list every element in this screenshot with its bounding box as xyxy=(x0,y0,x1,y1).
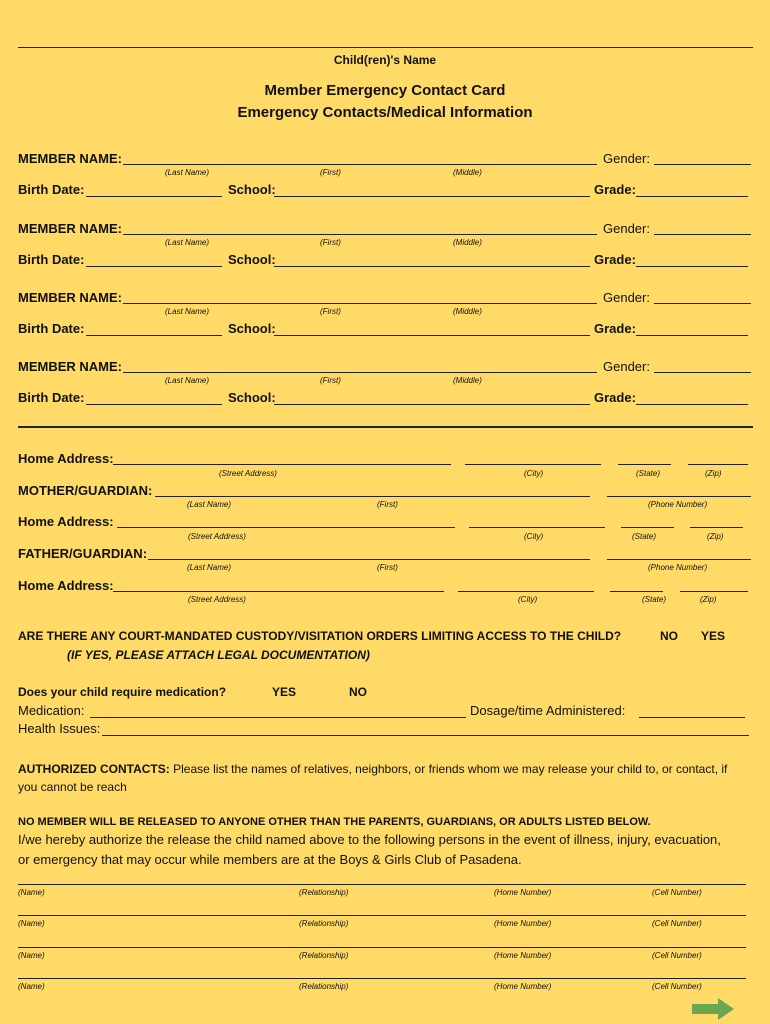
member-name-field[interactable] xyxy=(123,303,597,304)
zip-field[interactable] xyxy=(690,527,743,528)
gender-field[interactable] xyxy=(654,164,751,165)
custody-no-option[interactable]: NO xyxy=(660,629,678,643)
medication-label: Medication: xyxy=(18,703,85,718)
contact-entry-line[interactable] xyxy=(18,884,746,885)
sub-middle: (Middle) xyxy=(453,168,482,177)
mother-guardian-label: MOTHER/GUARDIAN: xyxy=(18,483,153,498)
grade-label: Grade: xyxy=(594,321,636,336)
sub-last-name: (Last Name) xyxy=(165,168,210,177)
home-address-label: Home Address: xyxy=(18,514,114,529)
gender-label: Gender: xyxy=(603,359,650,374)
street-address-field[interactable] xyxy=(117,527,455,528)
authorized-description: Please list the names of relatives, neighbors, or friends whom we may release your child to, or contact, if you cannot be reach xyxy=(18,762,728,794)
sub-home-number: (Home Number) xyxy=(494,951,552,960)
sub-relationship: (Relationship) xyxy=(299,982,349,991)
grade-field[interactable] xyxy=(636,335,748,336)
birth-date-label: Birth Date: xyxy=(18,321,85,336)
medication-field[interactable] xyxy=(90,717,466,718)
sub-zip: (Zip) xyxy=(705,469,722,478)
release-warning: NO MEMBER WILL BE RELEASED TO ANYONE OTHER THAN THE PARENTS, GUARDIANS, OR ADULTS LISTED BELOW. xyxy=(18,816,651,828)
father-name-field[interactable] xyxy=(148,559,590,560)
school-field[interactable] xyxy=(274,404,590,405)
sub-first: (First) xyxy=(320,376,341,385)
grade-field[interactable] xyxy=(636,404,748,405)
custody-question: ARE THERE ANY COURT-MANDATED CUSTODY/VISITATION ORDERS LIMITING ACCESS TO THE CHILD? xyxy=(18,629,622,643)
member-name-field[interactable] xyxy=(123,234,597,235)
birth-date-field[interactable] xyxy=(86,266,222,267)
grade-label: Grade: xyxy=(594,390,636,405)
father-guardian-label: FATHER/GUARDIAN: xyxy=(18,546,148,561)
home-address-label: Home Address: xyxy=(18,451,114,466)
sub-last-name: (Last Name) xyxy=(187,563,232,572)
sub-first: (First) xyxy=(320,307,341,316)
mother-name-field[interactable] xyxy=(155,496,590,497)
birth-date-field[interactable] xyxy=(86,196,222,197)
sub-first: (First) xyxy=(377,500,398,509)
sub-state: (State) xyxy=(642,595,667,604)
gender-field[interactable] xyxy=(654,234,751,235)
sub-zip: (Zip) xyxy=(700,595,717,604)
medication-yes-option[interactable]: YES xyxy=(272,685,297,699)
sub-home-number: (Home Number) xyxy=(494,982,552,991)
sub-middle: (Middle) xyxy=(453,376,482,385)
grade-field[interactable] xyxy=(636,266,748,267)
zip-field[interactable] xyxy=(688,464,748,465)
city-field[interactable] xyxy=(469,527,605,528)
zip-field[interactable] xyxy=(680,591,748,592)
sub-relationship: (Relationship) xyxy=(299,951,349,960)
sub-state: (State) xyxy=(632,532,657,541)
gender-label: Gender: xyxy=(603,290,650,305)
section-divider xyxy=(18,426,753,428)
gender-label: Gender: xyxy=(603,151,650,166)
sub-first: (First) xyxy=(320,168,341,177)
grade-label: Grade: xyxy=(594,252,636,267)
gender-field[interactable] xyxy=(654,303,751,304)
sub-city: (City) xyxy=(524,469,544,478)
sub-last-name: (Last Name) xyxy=(187,500,232,509)
sub-last-name: (Last Name) xyxy=(165,376,210,385)
sub-middle: (Middle) xyxy=(453,238,482,247)
sub-middle: (Middle) xyxy=(453,307,482,316)
sub-street: (Street Address) xyxy=(188,532,246,541)
gender-field[interactable] xyxy=(654,372,751,373)
mother-phone-field[interactable] xyxy=(607,496,751,497)
form-title: Member Emergency Contact Card xyxy=(264,82,506,99)
children-name-line[interactable] xyxy=(18,47,753,48)
health-issues-label: Health Issues: xyxy=(18,721,101,736)
sub-cell-number: (Cell Number) xyxy=(652,982,702,991)
sub-cell-number: (Cell Number) xyxy=(652,951,702,960)
member-name-label: MEMBER NAME: xyxy=(18,290,122,305)
authorized-contacts-text xyxy=(18,760,738,796)
street-address-field[interactable] xyxy=(113,464,451,465)
grade-field[interactable] xyxy=(636,196,748,197)
dosage-label: Dosage/time Administered: xyxy=(470,703,626,718)
sub-city: (City) xyxy=(518,595,538,604)
state-field[interactable] xyxy=(610,591,663,592)
sub-cell-number: (Cell Number) xyxy=(652,919,702,928)
sub-relationship: (Relationship) xyxy=(299,888,349,897)
sub-name: (Name) xyxy=(18,951,45,960)
custody-note: (IF YES, PLEASE ATTACH LEGAL DOCUMENTATION) xyxy=(67,648,370,662)
sub-cell-number: (Cell Number) xyxy=(652,888,702,897)
sub-first: (First) xyxy=(320,238,341,247)
school-label: School: xyxy=(228,321,276,336)
contact-entry-line[interactable] xyxy=(18,915,746,916)
sub-city: (City) xyxy=(524,532,544,541)
dosage-field[interactable] xyxy=(639,717,745,718)
birth-date-label: Birth Date: xyxy=(18,252,85,267)
state-field[interactable] xyxy=(618,464,671,465)
school-field[interactable] xyxy=(274,335,590,336)
authorized-heading: AUTHORIZED CONTACTS: xyxy=(18,762,170,776)
city-field[interactable] xyxy=(458,591,594,592)
sub-last-name: (Last Name) xyxy=(165,307,210,316)
grade-label: Grade: xyxy=(594,182,636,197)
birth-date-field[interactable] xyxy=(86,404,222,405)
contact-entry-line[interactable] xyxy=(18,947,746,948)
sub-phone: (Phone Number) xyxy=(648,500,708,509)
sub-state: (State) xyxy=(636,469,661,478)
school-label: School: xyxy=(228,182,276,197)
sub-street: (Street Address) xyxy=(219,469,277,478)
medication-no-option[interactable]: NO xyxy=(349,685,367,699)
sub-zip: (Zip) xyxy=(707,532,724,541)
state-field[interactable] xyxy=(621,527,674,528)
children-name-label: Child(ren)'s Name xyxy=(333,53,437,67)
authorization-statement: I/we hereby authorize the release the child named above to the following persons in the event of illness, injury, evacuation, or emergency that may occur while members are at the Boys & Girls Club of Pasadena. xyxy=(18,832,721,867)
father-phone-field[interactable] xyxy=(607,559,751,560)
sub-name: (Name) xyxy=(18,919,45,928)
sub-street: (Street Address) xyxy=(188,595,246,604)
medication-question: Does your child require medication? xyxy=(18,685,227,699)
birth-date-label: Birth Date: xyxy=(18,182,85,197)
sub-name: (Name) xyxy=(18,888,45,897)
city-field[interactable] xyxy=(465,464,601,465)
sub-last-name: (Last Name) xyxy=(165,238,210,247)
sub-phone: (Phone Number) xyxy=(648,563,708,572)
member-name-field[interactable] xyxy=(123,164,597,165)
sub-name: (Name) xyxy=(18,982,45,991)
sub-relationship: (Relationship) xyxy=(299,919,349,928)
school-label: School: xyxy=(228,390,276,405)
school-field[interactable] xyxy=(274,196,590,197)
school-label: School: xyxy=(228,252,276,267)
home-address-label: Home Address: xyxy=(18,578,114,593)
form-subtitle: Emergency Contacts/Medical Information xyxy=(237,104,533,121)
street-address-field[interactable] xyxy=(113,591,444,592)
member-name-label: MEMBER NAME: xyxy=(18,221,122,236)
sub-home-number: (Home Number) xyxy=(494,919,552,928)
member-name-field[interactable] xyxy=(123,372,597,373)
school-field[interactable] xyxy=(274,266,590,267)
sub-home-number: (Home Number) xyxy=(494,888,552,897)
custody-yes-option[interactable]: YES xyxy=(701,629,726,643)
next-page-arrow-icon[interactable] xyxy=(692,998,734,1020)
member-name-label: MEMBER NAME: xyxy=(18,359,122,374)
birth-date-field[interactable] xyxy=(86,335,222,336)
health-issues-field[interactable] xyxy=(102,735,749,736)
birth-date-label: Birth Date: xyxy=(18,390,85,405)
sub-first: (First) xyxy=(377,563,398,572)
member-name-label: MEMBER NAME: xyxy=(18,151,122,166)
contact-entry-line[interactable] xyxy=(18,978,746,979)
gender-label: Gender: xyxy=(603,221,650,236)
